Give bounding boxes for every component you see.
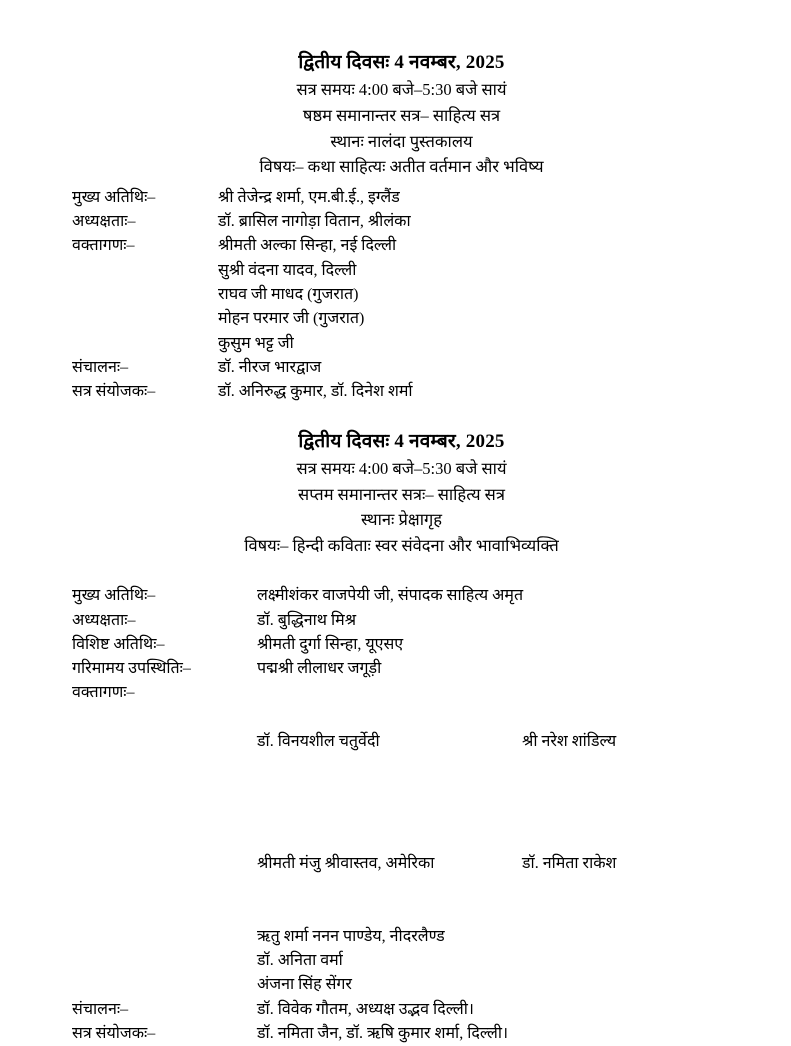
participant-row [72,609,731,633]
row-value: राघव जी माधद (गुजरात) [218,283,731,307]
session-seven [72,427,731,1046]
row-value: सुश्री वंदना यादव, दिल्ली [218,259,731,283]
row-label: अध्यक्षताः– [72,210,218,234]
participant-row [72,283,731,307]
participant-row [72,998,731,1022]
row-label: वक्तागणः– [72,234,218,258]
row-label: वक्तागणः– [72,681,257,705]
participant-row [72,949,731,973]
participant-row [72,681,731,803]
row-value-primary: डॉ. विनयशील चतुर्वेदी [257,730,522,754]
row-value-secondary: श्री नरेश शांडिल्य [522,730,731,754]
row-value: डॉ. नमिता जैन, डॉ. ऋषि कुमार शर्मा, दिल्ली। [257,1022,731,1046]
session-six-header [72,48,731,180]
participant-row [72,259,731,283]
row-value: कुसुम भट्ट जी [218,332,731,356]
session-seven-topic: विषयः– हिन्दी कविताः स्वर संवेदना और भावाभिव्यक्ति [72,533,731,559]
participant-row [72,973,731,997]
participant-row [72,925,731,949]
session-six-venue: स्थानः नालंदा पुस्तकालय [72,129,731,155]
participant-row [72,803,731,925]
participant-row [72,584,731,608]
row-value: श्रीमती अल्का सिन्हा, नई दिल्ली [218,234,731,258]
row-label: गरिमामय उपस्थितिः– [72,657,257,681]
row-label: संचालनः– [72,998,257,1022]
row-value-primary: श्रीमती मंजु श्रीवास्तव, अमेरिका [257,852,522,876]
row-value: पद्मश्री लीलाधर जगूड़ी [257,657,731,681]
row-label: मुख्य अतिथिः– [72,584,257,608]
row-value: श्रीमती दुर्गा सिन्हा, यूएसए [257,633,731,657]
row-value: मोहन परमार जी (गुजरात) [218,307,731,331]
row-label: सत्र संयोजकः– [72,380,218,404]
row-value: डॉ. अनिता वर्मा [257,949,731,973]
participant-row [72,186,731,210]
row-value: डॉ. ब्रासिल नागोड़ा वितान, श्रीलंका [218,210,731,234]
participant-row [72,380,731,404]
session-six-time: सत्र समयः 4:00 बजे–5:30 बजे सायं [72,77,731,103]
participant-row [72,657,731,681]
session-six-rows [72,186,731,405]
row-value: अंजना सिंह सेंगर [257,973,731,997]
row-label: मुख्य अतिथिः– [72,186,218,210]
row-label: अध्यक्षताः– [72,609,257,633]
row-value: डॉ. विवेक गौतम, अध्यक्ष उद्भव दिल्ली। [257,998,731,1022]
row-value [257,681,731,803]
participant-row [72,234,731,258]
session-seven-date: द्वितीय दिवसः 4 नवम्बर, 2025 [72,427,731,456]
row-value: श्री तेजेन्द्र शर्मा, एम.बी.ई., इग्लैंड [218,186,731,210]
participant-row [72,332,731,356]
session-six-date: द्वितीय दिवसः 4 नवम्बर, 2025 [72,48,731,77]
row-value [257,803,731,925]
session-six [72,48,731,405]
row-value: ऋतु शर्मा ननन पाण्डेय, नीदरलैण्ड [257,925,731,949]
row-label: सत्र संयोजकः– [72,1022,257,1046]
row-value: लक्ष्मीशंकर वाजपेयी जी, संपादक साहित्य अमृत [257,584,731,608]
session-six-name: षष्ठम समानान्तर सत्र– साहित्य सत्र [72,103,731,129]
row-label: विशिष्ट अतिथिः– [72,633,257,657]
participant-row [72,633,731,657]
participant-row [72,356,731,380]
row-value-secondary: डॉ. नमिता राकेश [522,852,731,876]
session-six-topic: विषयः– कथा साहित्यः अतीत वर्तमान और भविष्य [72,154,731,180]
participant-row [72,1022,731,1046]
row-value: डॉ. नीरज भारद्वाज [218,356,731,380]
session-seven-venue: स्थानः प्रेक्षागृह [72,507,731,533]
row-value: डॉ. बुद्धिनाथ मिश्र [257,609,731,633]
row-label: संचालनः– [72,356,218,380]
participant-row [72,307,731,331]
participant-row [72,210,731,234]
session-seven-header [72,427,731,559]
session-seven-name: सप्तम समानान्तर सत्रः– साहित्य सत्र [72,482,731,508]
session-seven-rows [72,584,731,1046]
session-seven-time: सत्र समयः 4:00 बजे–5:30 बजे सायं [72,456,731,482]
row-value: डॉ. अनिरुद्ध कुमार, डॉ. दिनेश शर्मा [218,380,731,404]
